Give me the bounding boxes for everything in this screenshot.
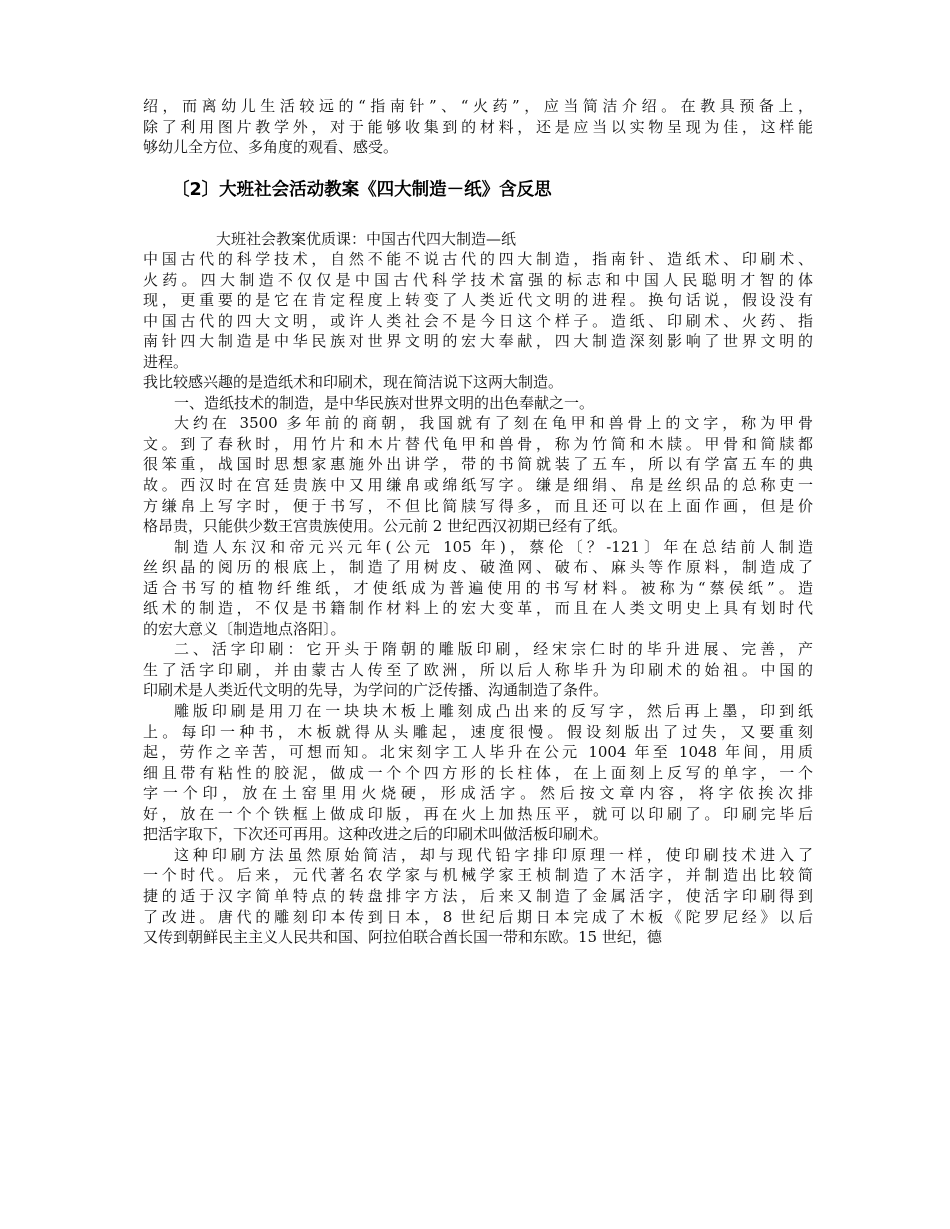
text-line: 适合书写的植物纤维纸，才使纸成为普遍使用的书写材料。被称为“蔡侯纸”。造 bbox=[143, 578, 813, 597]
text-line: 南针四大制造是中华民族对世界文明的宏大奉献，四大制造深刻影响了世界文明的 bbox=[143, 332, 813, 351]
intro-paragraph bbox=[143, 96, 813, 158]
text-line: 细且带有粘性的胶泥，做成一个个四方形的长柱体，在上面刻上反写的单字，一个 bbox=[143, 763, 813, 782]
text-line: 把活字取下，下次还可再用。这种改进之后的印刷术叫做活板印刷术。 bbox=[143, 825, 609, 844]
text-line: 文。到了春秋时，用竹片和木片替代龟甲和兽骨，称为竹简和木牍。甲骨和简牍都 bbox=[143, 434, 813, 453]
text-line: 捷的适于汉字简单特点的转盘排字方法，后来又制造了金属活字，使活字印刷得到 bbox=[143, 886, 813, 905]
text-line: 的宏大意义〔制造地点洛阳〕。 bbox=[143, 619, 346, 638]
text-line: 火药。四大制造不仅仅是中国古代科学技术富强的标志和中国人民聪明才智的体 bbox=[143, 270, 813, 289]
text-line: 了改进。唐代的雕刻印本传到日本，8 世纪后期日本完成了木板《陀罗尼经》以后 bbox=[143, 907, 813, 926]
text-line: 制造人东汉和帝元兴元年(公元 105 年)，蔡伦〔？-121〕年在总结前人制造 bbox=[174, 537, 813, 556]
text-line: 很笨重，战国时思想家惠施外出讲学，带的书简就装了五车，所以有学富五车的典 bbox=[143, 455, 813, 474]
text-line: 一、造纸技术的制造，是中华民族对世界文明的出色奉献之一。 bbox=[174, 393, 595, 412]
text-line: 大约在 3500 多年前的商朝，我国就有了刻在龟甲和兽骨上的文字，称为甲骨 bbox=[174, 414, 813, 433]
article-body bbox=[143, 249, 813, 948]
text-line: 字一个印，放在土窑里用火烧硬，形成活字。然后按文章内容，将字依挨次排 bbox=[143, 784, 813, 803]
text-line: 这种印刷方法虽然原始简洁，却与现代铅字排印原理一样，使印刷技术进入了 bbox=[174, 845, 813, 864]
text-line: 除了利用图片教学外，对于能够收集到的材料，还是应当以实物呈现为佳，这样能 bbox=[143, 117, 813, 136]
section-subtitle: 大班社会教案优质课：中国古代四大制造—纸 bbox=[216, 230, 517, 248]
text-line: 好，放在一个个铁框上做成印版，再在火上加热压平，就可以印刷了。印刷完毕后 bbox=[143, 804, 813, 823]
text-line: 中国古代的四大文明，或许人类社会不是今日这个样子。造纸、印刷术、火药、指 bbox=[143, 311, 813, 330]
text-line: 纸术的制造，不仅是书籍制作材料上的宏大变革，而且在人类文明史上具有划时代 bbox=[143, 599, 813, 618]
text-line: 起，劳作之辛苦，可想而知。北宋刻字工人毕升在公元 1004 年至 1048 年间，用质 bbox=[143, 743, 813, 762]
text-line: 二、活字印刷：它开头于隋朝的雕版印刷，经宋宗仁时的毕升进展、完善，产 bbox=[174, 640, 813, 659]
text-line: 方缣帛上写字时，便于书写，不但比简牍写得多，而且还可以在上面作画，但是价 bbox=[143, 496, 813, 515]
text-line: 生了活字印刷，并由蒙古人传至了欧洲，所以后人称毕升为印刷术的始祖。中国的 bbox=[143, 660, 813, 679]
text-line: 中国古代的科学技术，自然不能不说古代的四大制造，指南针、造纸术、印刷术、 bbox=[143, 250, 813, 268]
text-line: 进程。 bbox=[143, 352, 189, 371]
text-line: 丝织晶的阅历的根底上，制造了用树皮、破渔网、破布、麻头等作原料，制造成了 bbox=[143, 558, 813, 577]
text-line: 印刷术是人类近代文明的先导，为学问的广泛传播、沟通制造了条件。 bbox=[143, 681, 609, 700]
text-line: 一个时代。后来，元代著名农学家与机械学家王桢制造了木活字，并制造出比较简 bbox=[143, 866, 813, 885]
text-line: 绍，而离幼儿生活较远的“指南针”、“火药”，应当简洁介绍。在教具预备上， bbox=[143, 97, 813, 115]
text-line: 上。每印一种书，木板就得从头雕起，速度很慢。假设刻版出了过失，又要重刻 bbox=[143, 722, 813, 741]
text-line: 现，更重要的是它在肯定程度上转变了人类近代文明的进程。换句话说，假设没有 bbox=[143, 291, 813, 310]
text-line: 雕版印刷是用刀在一块块木板上雕刻成凸出来的反写字，然后再上墨，印到纸 bbox=[174, 702, 813, 721]
text-line: 格昂贵，只能供少数王宫贵族使用。公元前 2 世纪西汉初期已经有了纸。 bbox=[143, 517, 628, 536]
text-line: 故。西汉时在宫廷贵族中又用缣帛或绵纸写字。缣是细绢、帛是丝织品的总称吏一 bbox=[143, 476, 813, 495]
text-line: 够幼儿全方位、多角度的观看、感受。 bbox=[143, 138, 399, 156]
text-line: 又传到朝鲜民主主义人民共和国、阿拉伯联合酋长国一带和东欧。15 世纪，德 bbox=[143, 928, 662, 947]
text-line: 我比较感兴趣的是造纸术和印刷术，现在简洁说下这两大制造。 bbox=[143, 373, 564, 392]
section-heading: 〔2〕大班社会活动教案《四大制造－纸》含反思 bbox=[172, 180, 552, 200]
